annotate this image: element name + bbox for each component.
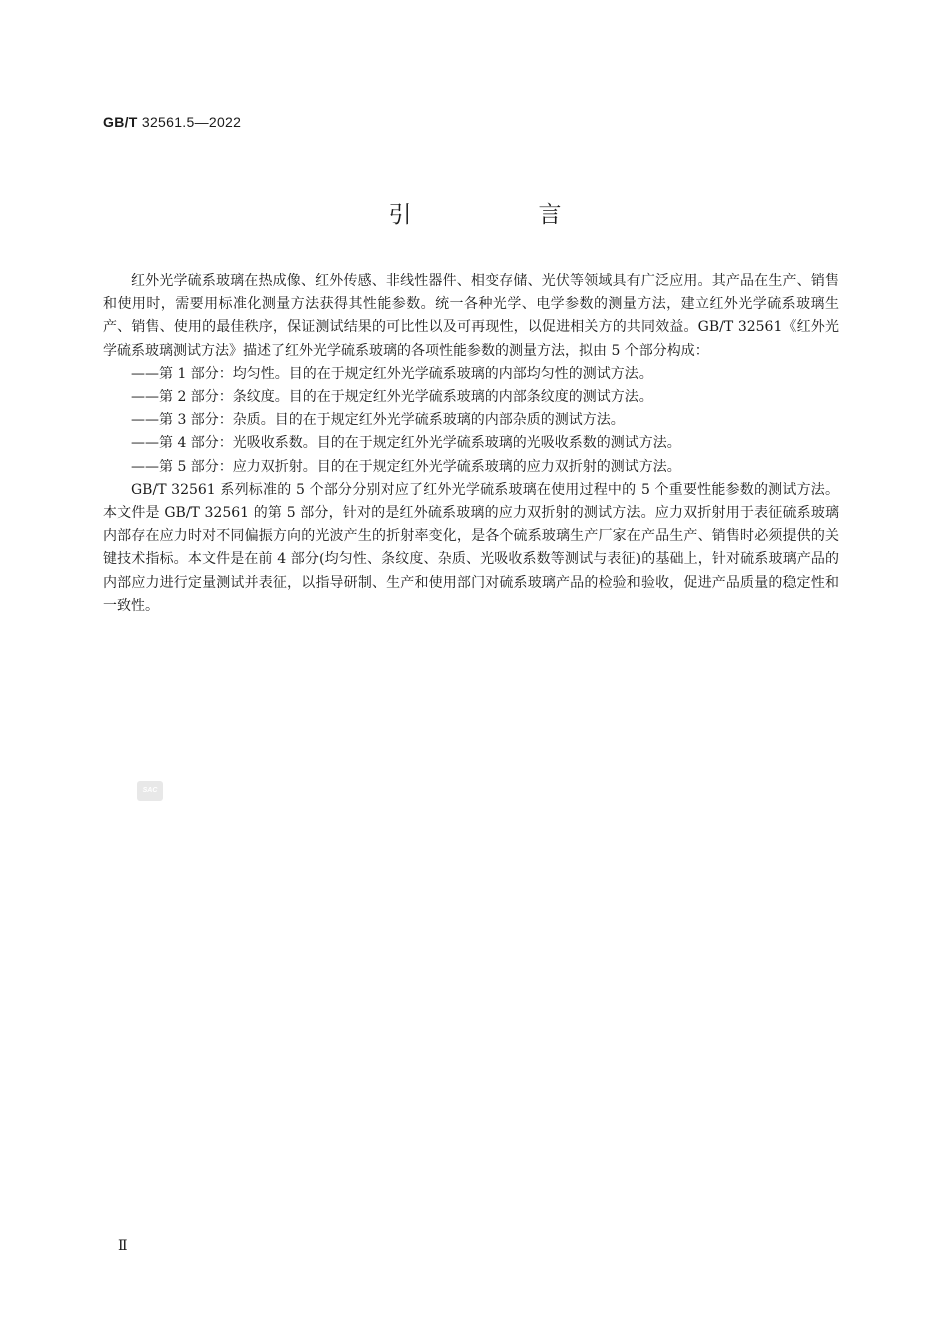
sac-watermark-logo: SAC xyxy=(137,781,163,801)
standard-number: 32561.5—2022 xyxy=(141,114,242,130)
page-number: Ⅱ xyxy=(118,1239,128,1254)
introduction-body xyxy=(103,270,839,618)
intro-paragraph: 红外光学硫系玻璃在热成像、红外传感、非线性器件、相变存储、光伏等领域具有广泛应用。其产品在生产、销售和使用时，需要用标准化测量方法获得其性能参数。统一各种光学、电学参数的测量方法，建立红外光学硫系玻璃生产、销售、使用的最佳秩序，保证测试结果的可比性以及可再现性，以促进相关方的共同效益。GB/T 32561《红外光学硫系玻璃测试方法》描述了红外光学硫系玻璃的各项性能参数的测量方法，拟由 5 个部分构成： xyxy=(103,273,839,359)
standard-prefix: GB/T xyxy=(103,114,138,130)
part-list-item-3: ——第 3 部分：杂质。目的在于规定红外光学硫系玻璃的内部杂质的测试方法。 xyxy=(131,412,625,429)
part-list-item-5: ——第 5 部分：应力双折射。目的在于规定红外光学硫系玻璃的应力双折射的测试方法。 xyxy=(131,458,681,475)
part-list-item-4: ——第 4 部分：光吸收系数。目的在于规定红外光学硫系玻璃的光吸收系数的测试方法。 xyxy=(131,435,681,452)
closing-paragraph: GB/T 32561 系列标准的 5 个部分分别对应了红外光学硫系玻璃在使用过程中的 5 个重要性能参数的测试方法。本文件是 GB/T 32561 的第 5 部分，针对的是红外硫系玻璃的应力双折射的测试方法。应力双折射用于表征硫系玻璃内部存在应力时对不同偏振方向的光波产生的折射率变化，是各个硫系玻璃生产厂家在产品生产、销售时必须提供的关键技术指标。本文件是在前 4 部分(均匀性、条纹度、杂质、光吸收系数等测试与表征)的基础上，针对硫系玻璃产品的内部应力进行定量测试并表征，以指导研制、生产和使用部门对硫系玻璃产品的检验和验收，促进产品质量的稳定性和一致性。 xyxy=(103,481,839,614)
page-title: 引 言 xyxy=(388,202,614,228)
standard-code xyxy=(103,114,241,130)
part-list-item-1: ——第 1 部分：均匀性。目的在于规定红外光学硫系玻璃的内部均匀性的测试方法。 xyxy=(131,365,653,382)
part-list-item-2: ——第 2 部分：条纹度。目的在于规定红外光学硫系玻璃的内部条纹度的测试方法。 xyxy=(131,389,653,406)
